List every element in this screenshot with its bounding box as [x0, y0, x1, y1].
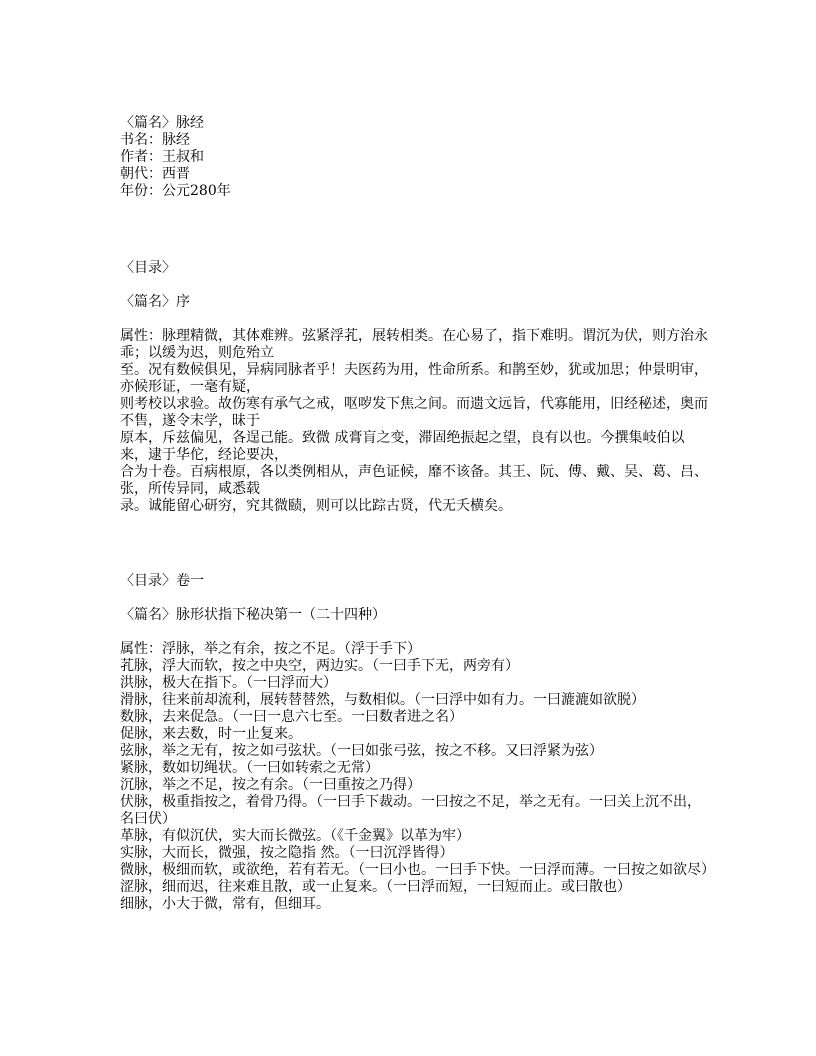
pulse-entry: 属性：浮脉，举之有余，按之不足。（浮于手下）	[120, 641, 421, 657]
pulse-entry: 伏脉，极重指按之，着骨乃得。（一曰手下裁动。一曰按之不足，举之无有。一曰关上沉不出，名曰伏）	[120, 794, 701, 827]
pulse-entry: 芤脉，浮大而软，按之中央空，两边实。（一曰手下无，两旁有）	[120, 658, 519, 674]
pulse-entry: 细脉，小大于微，常有，但细耳。	[120, 896, 330, 912]
book-name: 书名：脉经	[120, 132, 190, 148]
section-title: 〈篇名〉脉形状指下秘决第一（二十四种）	[120, 607, 386, 623]
chapter-title: 〈篇名〉脉经	[120, 115, 204, 131]
dynasty: 朝代：西晋	[120, 166, 190, 182]
pulse-entry: 弦脉，举之无有，按之如弓弦状。（一曰如张弓弦，按之不移。又曰浮紧为弦）	[120, 743, 603, 759]
pulse-entry: 数脉，去来促急。（一曰一息六七至。一曰数者进之名）	[120, 709, 463, 725]
pulse-entry: 紧脉，数如切绳状。（一曰如转索之无常）	[120, 760, 379, 776]
pulse-entry: 沉脉，举之不足，按之有余。（一曰重按之乃得）	[120, 777, 421, 793]
year: 年份：公元280年	[120, 183, 231, 199]
pulse-entry: 微脉，极细而软，或欲绝，若有若无。（一曰小也。一曰手下快。一曰浮而薄。一曰按之如欲尽）	[120, 862, 715, 878]
author: 作者：王叔和	[120, 149, 204, 165]
pulse-entry: 涩脉，细而迟，往来难且散，或一止复来。（一曰浮而短，一曰短而止。或曰散也）	[120, 879, 631, 895]
paragraph-line: 属性：脉理精微，其体难辨。弦紧浮芤，展转相类。在心易了，指下难明。谓沉为伏，则方治永乖；以缓为迟，则危殆立	[120, 328, 708, 361]
paragraph-line: 原本，斥兹偏见，各逞己能。致微 成膏肓之变，滞固绝振起之望，良有以也。今撰集岐伯以来，逮于华佗，经论要决，	[120, 430, 685, 463]
pulse-entry: 革脉，有似沉伏，实大而长微弦。（《千金翼》以革为牢）	[120, 828, 470, 844]
pulse-entry: 实脉，大而长，微强，按之隐指 然。（一曰沉浮皆得）	[120, 845, 454, 861]
pulse-entry: 洪脉，极大在指下。（一曰浮而大）	[120, 675, 337, 691]
paragraph-line: 合为十卷。百病根原，各以类例相从，声色证候，靡不该备。其王、阮、傅、戴、吴、葛、吕、张，所传异同，咸悉载	[120, 464, 708, 497]
toc-heading: 〈目录〉卷一	[120, 573, 204, 589]
pulse-entry: 滑脉，往来前却流利，展转替替然，与数相似。（一曰浮中如有力。一曰漉漉如欲脱）	[120, 692, 645, 708]
paragraph-line: 录。诚能留心研穷，究其微赜，则可以比踪古贤，代无夭横矣。	[120, 498, 512, 514]
paragraph-line: 至。况有数候俱见，异病同脉者乎！夫医药为用，性命所系。和鹊至妙，犹或加思；仲景明审，亦候形证，一毫有疑，	[120, 362, 708, 395]
toc-heading: 〈目录〉	[120, 260, 176, 276]
section-title: 〈篇名〉序	[120, 294, 190, 310]
paragraph-line: 则考校以求验。故伤寒有承气之戒，呕哕发下焦之间。而遗文远旨，代寡能用，旧经秘述，奥而不售，遂令末学，昧于	[120, 396, 708, 429]
pulse-entry: 促脉，来去数，时一止复来。	[120, 726, 302, 742]
document-page	[120, 115, 715, 913]
